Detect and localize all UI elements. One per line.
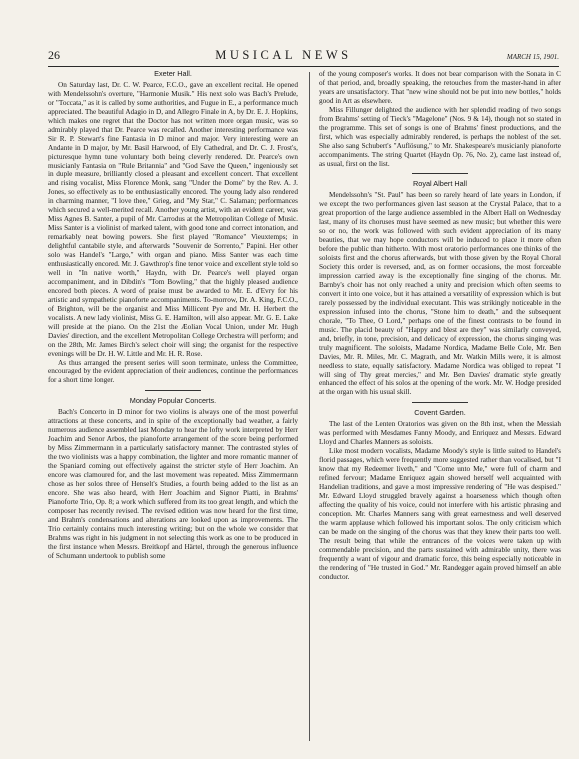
article-title: Monday Popular Concerts. [129, 396, 217, 406]
article-paragraph: Miss Fillunger delighted the audience with her splendid reading of two songs from Brahms' setting of Tieck's "Magelone" (Nos. 9 & 14), though not so stated in the programme. This set of songs is one of Brahms' finest productions, and the first, which was especially admirably rendered, is perhaps the noblest of the set. She also sang Schubert's "Auflösung," to Mr. Shakespeare's musicianly pianoforte accompaniments. The string Quartet (Haydn Op. 76, No. 2), came last instead of, as usual, first on the list. [319, 105, 561, 168]
article-paragraph: Mendelssohn's "St. Paul" has been so rarely heard of late years in London, if we except the two performances given last season at the Crystal Palace, that to a great proportion of the large audience assembled in the Albert Hall on Wednesday last, many of its choruses must have seemed as new music; but whether this were so or no, the work was followed with such evident appreciation of its many beauties, that we may hope conductors will be induced to place it more often before the public than hitherto. With most oratorio performances one thinks of the soloists first and the chorus afterwards, but with those given by the Royal Choral Society this order is reversed, and, as on former occasions, the most forceable impression carried away is the exceptionally fine singing of the chorus. Mr. Barnby's choir has not only reached a unity and precision which often seems to convert it into one voice, but it has attained a versatility of expression which is but rarely possessed by the individual executant. This was strikingly noticeable in the expression infused into the chorus, "Stone him to death," and the subsequent chorale, "To Thee, O Lord," perhaps one of the finest contrasts to be found in music. The placid beauty of "Happy and blest are they" was similarly conveyed, and, briefly, in tone, precision, and delicacy of expression, the chorus singing was truly magnificent. The soloists, Madame Nordica, Madame Belle Cole, Mr. Ben Davies, Mr. R. Miles, Mr. C. Magrath, and Mr. Watkin Mills were, it is almost needless to state, equally satisfactory. Madame Nordica was obliged to repeat "I will sing of Thy great mercies," and Mr. Ben Davies' dramatic style greatly enhanced the effect of his solos at the opening of the work. Mr. W. Hodge presided at the organ with his usual skill. [319, 191, 561, 397]
article-paragraph: Like most modern vocalists, Madame Moody's style is little suited to Handel's florid passages, which were frequently more suggested rather than vocalised, but "I know that my Redeemer liveth," and "Come unto Me," were full of charm and refined fervour; Madame Enriquez again showed herself well acquainted with Handelian traditions, and gave a most impressive rendering of "He was despised." Mr. Edward Lloyd struggled bravely against a hoarseness which though often affecting the quality of his voice, could not interfere with his artistic phrasing and conception. Mr. Charles Manners sang with great earnestness and well deserved the warm applause which followed his important solos. The only criticism which can be made on the singing of the chorus was that they knew their parts too well. The result being that while the entrances of the voices were taken up with commendable precision, and the parts sustained with admirable unity, there was frequently a want of vigour and dramatic force, this being especially noticeable in the rendering of "He trusted in God." Mr. Randegger again proved himself an able conductor. [319, 447, 561, 581]
header-rule [48, 66, 559, 67]
section-divider [412, 402, 468, 403]
article-exeter-hall [48, 70, 298, 385]
article-paragraph: On Saturday last, Dr. C. W. Pearce, F.C.O., gave an excellent recital. He opened with Mendelssohn's overture, "Harmonie Musik." His next solo was Bach's Prelude, or "Toccata," as it is called by some authorities, and Fugue in E., a performance much appreciated. The beautiful Adagio in D, and Allegro Finale in A, by Dr. E. J. Hopkins, which makes one regret that the Doctor has not written more organ music, was so admirably played that Dr. Pearce was recalled. Another interesting performance was Sir R. P. Stewart's fine Fantasia in D minor and major. Very interesting were an Andante in D major, by Mr. Basil Harwood, of Ely Cathedral, and Dr. C. J. Frost's, picturesque hymn tune voluntary both being cleverly rendered. Dr. Pearce's own musicianly Fantasia on "Rule Britannia" and "God Save the Queen," ingeniously set in duple measure, brilliantly closed a pleasant and excellent concert. That excellent and rising vocalist, Miss Florence Monk, sang "Under the Dome" by the Rev. A. J. Jones, so effectively as to be enthusiastically encored. The young lady also rendered in charming manner, "I love thee," Grieg, and "My Star," C. Salaman; performances which secured a well-merited recall. Another young artist, with an evident career, was Miss Agnes B. Santer, a pupil of Mr. Carrodus at the Metropolitan College of Music. Miss Santer is a violinist of marked talent, with good tone and correct intonation, and remarkably neat bowing powers. She first played "Romance" Vieuxtemps; in delightful cantabile style, and afterwards "Souvenir de Sorrento," Papini. Her other solo was Handel's "Largo," with organ and piano. Miss Santer was each time enthusiastically encored. Mr. J. Gawthrop's fine tenor voice and excellent style told so well in "In native worth," Haydn, with Dr. Pearce's well played organ accompaniment, and in Dibdin's "Tom Bowling," that the highly pleased audience encored both pieces. A word of praise must be awarded to Mr. E. d'Evry for his artistic and sympathetic pianoforte accompaniments. To-morrow, Dr. A. King, F.C.O., of Brighton, will be the organist and Miss Millicent Pye and Mr. H. Herbert the vocalists. A new lady violinist, Miss G. E. Hamilton, will also appear. Mr. G. E. Lake will preside at the piano. On the 21st the Æolian Vocal Union, under Mr. Hugh Davies' direction, and the excellent Metropolitan College Orchestra will perform; and on the 28th, Mr. James Birch's select choir will sing; the organist for the respective evenings will be Dr. H. W. Little and Mr. H. R. Rose. [48, 80, 298, 358]
page-header [48, 48, 559, 64]
issue-date: MARCH 15, 1901. [506, 53, 559, 61]
left-column [48, 70, 298, 561]
section-divider [412, 173, 468, 174]
right-column [319, 70, 561, 581]
masthead: MUSICAL NEWS [215, 48, 352, 62]
article-monday-popular-concerts [48, 397, 298, 560]
article-paragraph: The last of the Lenten Oratorios was given on the 8th inst, when the Messiah was performed with Mesdames Fanny Moody, and Enriquez and Messrs. Edward Lloyd and Charles Manners as soloists. [319, 420, 561, 447]
article-continuation [319, 70, 561, 168]
article-royal-albert-hall [319, 180, 561, 397]
column-divider [309, 72, 310, 741]
article-title: Exeter Hall. [154, 69, 192, 78]
article-paragraph: Bach's Concerto in D minor for two violins is always one of the most powerful attractions at these concerts, and in spite of the exceptionally bad weather, a fairly numerous audience assembled last Monday to hear the lofty work interpreted by Herr Joachim and Senor Arbos, the pianoforte arrangement of the score being performed by Miss Zimmermann in a particularly satisfactory manner. The contrasted styles of the two violinists was a happy combination, the lighter and more romantic manner of the Spaniard coming out effectively against the stricter style of Herr Joachim. An encore was clamoured for, and the last movement was repeated. Miss Zimmermann chose as her solos three of Henselt's Studies, a fourth being added to the list as an encore. She was also heard, with Herr Joachim and Signor Piatti, in Brahms' Pianoforte Trio, Op. 8; a work which suffered from its too great length, and which the composer has recently revised. The revised edition was now heard for the first time, and Brahm's condensations and alterations are looked upon as improvements. The Trio certainly contains much interesting writing; but on the whole we consider that Brahms was right in his judgment in not selecting this work as one to be produced in the first instance when Messrs. Breitkopf and Härtel, through the generous influence of Schumann undertook to publish some [48, 408, 298, 560]
article-title: Royal Albert Hall [413, 179, 467, 189]
article-title: Covent Garden. [414, 408, 466, 418]
article-covent-garden [319, 409, 561, 581]
article-paragraph: of the young composer's works. It does not bear comparison with the Sonata in C of that period, and, broadly speaking, the retouches from the master-hand in after years are unsatisfactory. That "new wine should not be put into new bottles," holds good in Art as elsewhere. [319, 70, 561, 105]
section-divider [145, 390, 201, 391]
page-number: 26 [48, 48, 60, 62]
article-paragraph: As thus arranged the present series will soon terminate, unless the Committee, encouraged by the evident appreciation of their audiences, continue the performances for a short time longer. [48, 358, 298, 385]
